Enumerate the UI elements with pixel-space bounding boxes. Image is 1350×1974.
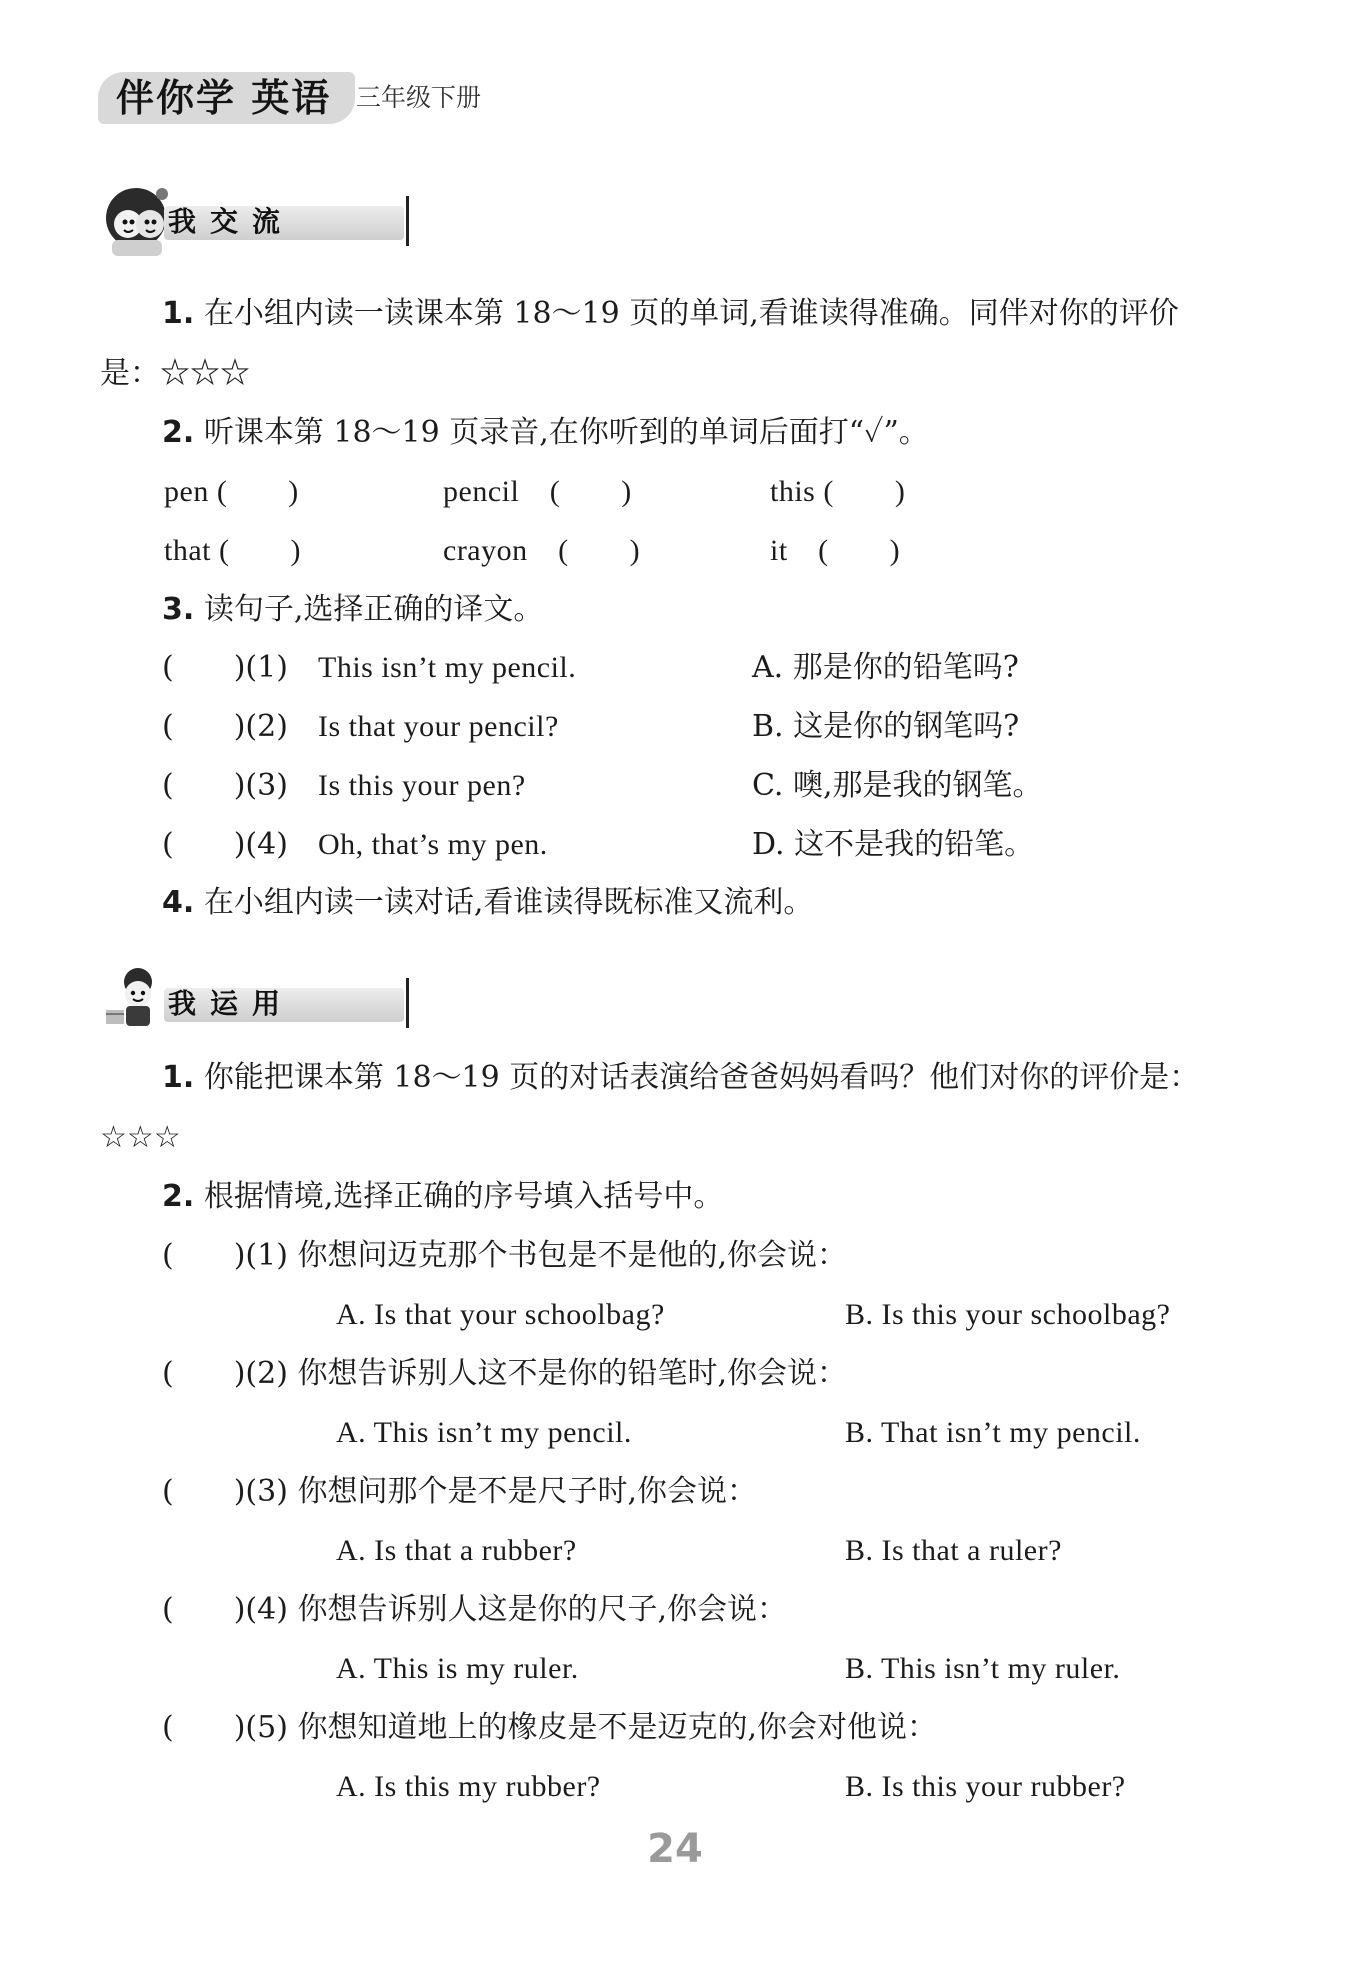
option-a: A. This isn’t my pencil.: [336, 1416, 632, 1449]
item-index: (3): [245, 768, 288, 803]
translation-text: 噢,那是我的钢笔。: [792, 768, 1043, 803]
section-title: 我运用: [168, 987, 295, 1020]
exercise-number: 3.: [162, 592, 195, 627]
sentence: Is this your pen?: [318, 769, 526, 802]
option-letter: B.: [752, 709, 784, 744]
exercise-text: 根据情境,选择正确的序号填入括号中。: [203, 1179, 724, 1214]
answer-blank[interactable]: ( ): [162, 1592, 246, 1627]
word-crayon: crayon ( ): [443, 534, 641, 567]
section-heading-communicate: [98, 190, 418, 252]
option-letter: C.: [752, 768, 784, 803]
translation-option: [752, 766, 1043, 806]
match-row: [162, 648, 288, 688]
item-index: (5): [245, 1710, 288, 1745]
exercise-1-rating: 是：☆☆☆: [100, 356, 250, 391]
word-this: this ( ): [770, 475, 906, 508]
answer-blank[interactable]: ( ): [162, 768, 246, 803]
book-title: 伴你学 英语: [116, 76, 332, 120]
sentence: Is that your pencil?: [318, 710, 559, 743]
option-letter: D.: [752, 827, 785, 862]
exercise-text: 你能把课本第 18～19 页的对话表演给爸爸妈妈看吗？他们对你的评价是：: [203, 1060, 1200, 1095]
option-b: B. Is this your rubber?: [845, 1770, 1126, 1803]
apply-exercise-1-rating: ☆☆☆: [100, 1120, 181, 1155]
word-it: it ( ): [770, 534, 901, 567]
translation-option: [752, 825, 1034, 865]
exercise-text: 在小组内读一读课本第 18～19 页的单词,看谁读得准确。同伴对你的评价: [203, 296, 1179, 331]
grade-label: 三年级下册: [356, 83, 482, 112]
option-b: B. This isn’t my ruler.: [845, 1652, 1121, 1685]
question-prompt-row: [162, 1708, 937, 1748]
item-index: (4): [245, 1592, 288, 1627]
match-row: [162, 825, 288, 865]
question-prompt-row: [162, 1590, 787, 1630]
answer-blank[interactable]: ( ): [162, 1474, 246, 1509]
question-prompt: 你想告诉别人这是你的尺子,你会说：: [297, 1592, 788, 1627]
option-b: B. That isn’t my pencil.: [845, 1416, 1141, 1449]
exercise-number: 2.: [162, 415, 195, 450]
exercise-number: 2.: [162, 1179, 195, 1214]
apply-exercise-2-instruction: [162, 1177, 723, 1217]
answer-blank[interactable]: ( ): [162, 1710, 246, 1745]
translation-option: [752, 648, 1019, 688]
exercise-4-instruction: [162, 883, 813, 923]
answer-blank[interactable]: ( ): [162, 1238, 246, 1273]
exercise-number: 1.: [162, 296, 195, 331]
option-a: A. Is this my rubber?: [336, 1770, 601, 1803]
exercise-number: 1.: [162, 1060, 195, 1095]
exercise-text: 在小组内读一读对话,看谁读得既标准又流利。: [203, 885, 814, 920]
translation-text: 那是你的铅笔吗?: [792, 650, 1019, 685]
question-prompt: 你想问迈克那个书包是不是他的,你会说：: [297, 1238, 848, 1273]
translation-text: 这是你的钢笔吗?: [793, 709, 1020, 744]
answer-blank[interactable]: ( ): [162, 827, 246, 862]
question-prompt: 你想知道地上的橡皮是不是迈克的,你会对他说：: [297, 1710, 938, 1745]
question-prompt: 你想告诉别人这不是你的铅笔时,你会说：: [297, 1356, 848, 1391]
question-prompt-row: [162, 1472, 757, 1512]
option-b: B. Is that a ruler?: [845, 1534, 1062, 1567]
word-pencil: pencil ( ): [443, 475, 632, 508]
section-heading-apply: [98, 972, 418, 1034]
section-divider: [406, 978, 409, 1028]
question-prompt: 你想问那个是不是尺子时,你会说：: [297, 1474, 758, 1509]
match-row: [162, 766, 288, 806]
book-title-banner: [98, 72, 355, 124]
option-a: A. Is that your schoolbag?: [336, 1298, 665, 1331]
exercise-text: 听课本第 18～19 页录音,在你听到的单词后面打“✓”。: [203, 415, 929, 450]
item-index: (2): [245, 1356, 288, 1391]
answer-blank[interactable]: ( ): [162, 650, 246, 685]
section-title: 我交流: [168, 205, 295, 238]
word-that: that ( ): [164, 534, 301, 567]
option-a: A. This is my ruler.: [336, 1652, 579, 1685]
item-index: (3): [245, 1474, 288, 1509]
exercise-2-instruction: [162, 413, 929, 453]
answer-blank[interactable]: ( ): [162, 709, 246, 744]
page-number: 24: [647, 1826, 703, 1872]
section-divider: [406, 196, 409, 246]
answer-blank[interactable]: ( ): [162, 1356, 246, 1391]
translation-option: [752, 707, 1019, 747]
option-b: B. Is this your schoolbag?: [845, 1298, 1171, 1331]
question-prompt-row: [162, 1236, 847, 1276]
sentence: This isn’t my pencil.: [318, 651, 577, 684]
item-index: (1): [245, 650, 288, 685]
exercise-3-instruction: [162, 590, 543, 630]
match-row: [162, 707, 288, 747]
item-index: (1): [245, 1238, 288, 1273]
item-index: (2): [245, 709, 288, 744]
option-a: A. Is that a rubber?: [336, 1534, 577, 1567]
exercise-1-instruction: [162, 294, 1179, 334]
apply-exercise-1-instruction: [162, 1058, 1199, 1098]
word-pen: pen ( ): [164, 475, 299, 508]
question-prompt-row: [162, 1354, 847, 1394]
item-index: (4): [245, 827, 288, 862]
sentence: Oh, that’s my pen.: [318, 828, 548, 861]
option-letter: A.: [752, 650, 784, 685]
exercise-text: 读句子,选择正确的译文。: [203, 592, 544, 627]
translation-text: 这不是我的铅笔。: [794, 827, 1035, 862]
exercise-number: 4.: [162, 885, 195, 920]
